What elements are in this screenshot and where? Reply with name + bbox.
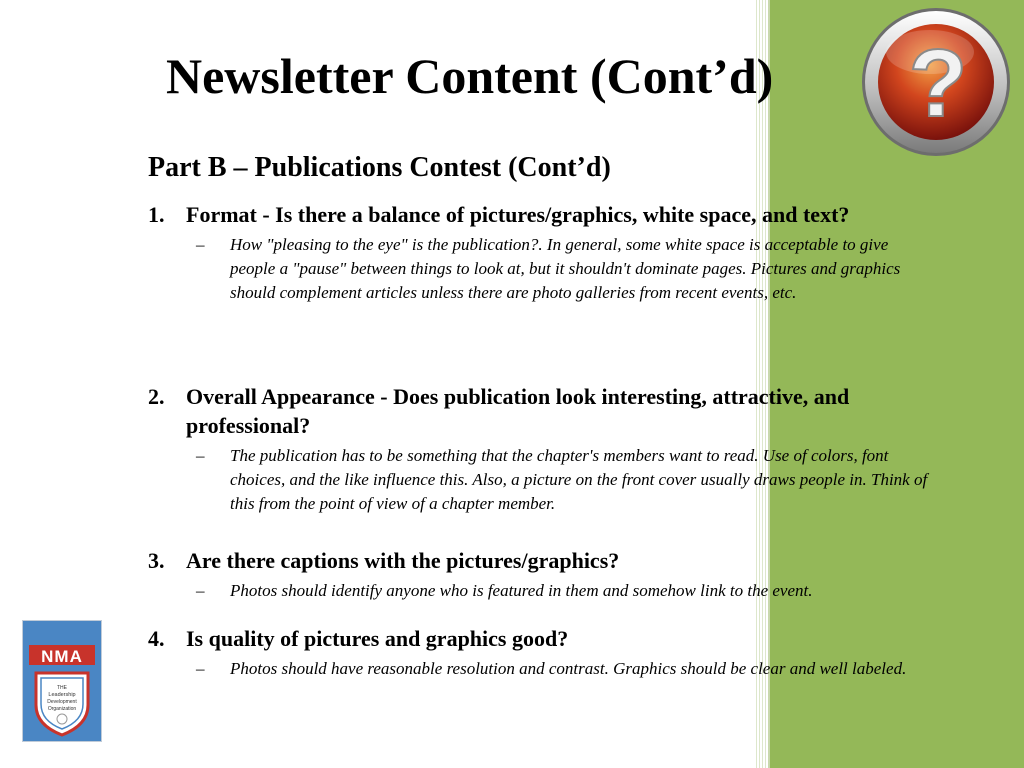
item-heading: Is quality of pictures and graphics good? (186, 626, 569, 651)
shield-line: Development (47, 699, 77, 705)
page-title: Newsletter Content (Cont’d) (166, 48, 774, 104)
item-heading: Format - Is there a balance of pictures/graphics, white space, and text? (186, 202, 850, 227)
dash-bullet: – (196, 659, 205, 678)
nma-logo (22, 620, 102, 742)
shield-icon (33, 669, 91, 737)
shield-line: Organization (47, 706, 77, 712)
svg-text:?: ? (908, 30, 968, 137)
item-detail: Photos should have reasonable resolution and contrast. Graphics should be clear and well labeled. (230, 659, 907, 678)
item-detail: The publication has to be something that the chapter's members want to read. Use of colors, font choices, and the like influence this. Also, a picture on the front cover usually draws people in. Think of this from the point of view of a chapter member. (230, 446, 928, 513)
list-item (148, 382, 928, 516)
list-item (148, 546, 928, 603)
section-subtitle: Part B – Publications Contest (Cont’d) (148, 152, 611, 183)
shield-line: Leadership (48, 692, 76, 698)
dash-bullet: – (196, 446, 205, 465)
question-mark-icon (860, 6, 1012, 158)
shield-line: THE (57, 685, 67, 691)
item-heading: Are there captions with the pictures/graphics? (186, 548, 620, 573)
dash-bullet: – (196, 581, 205, 600)
item-number: 3. (148, 548, 165, 573)
item-detail: How "pleasing to the eye" is the publication?. In general, some white space is acceptable to give people a "pause" between things to look at, but it shouldn't dominate pages. Pictures and graphics should complement articles unless there are photo galleries from recent events, etc. (230, 235, 901, 302)
logo-wordmark: NMA (41, 647, 83, 666)
item-heading: Overall Appearance - Does publication look interesting, attractive, and professional? (186, 384, 850, 438)
dash-bullet: – (196, 235, 205, 254)
item-detail: Photos should identify anyone who is featured in them and somehow link to the event. (230, 581, 813, 600)
item-number: 1. (148, 202, 165, 227)
item-number: 2. (148, 384, 165, 409)
list-item (148, 624, 928, 681)
list-item (148, 200, 928, 305)
item-number: 4. (148, 626, 165, 651)
